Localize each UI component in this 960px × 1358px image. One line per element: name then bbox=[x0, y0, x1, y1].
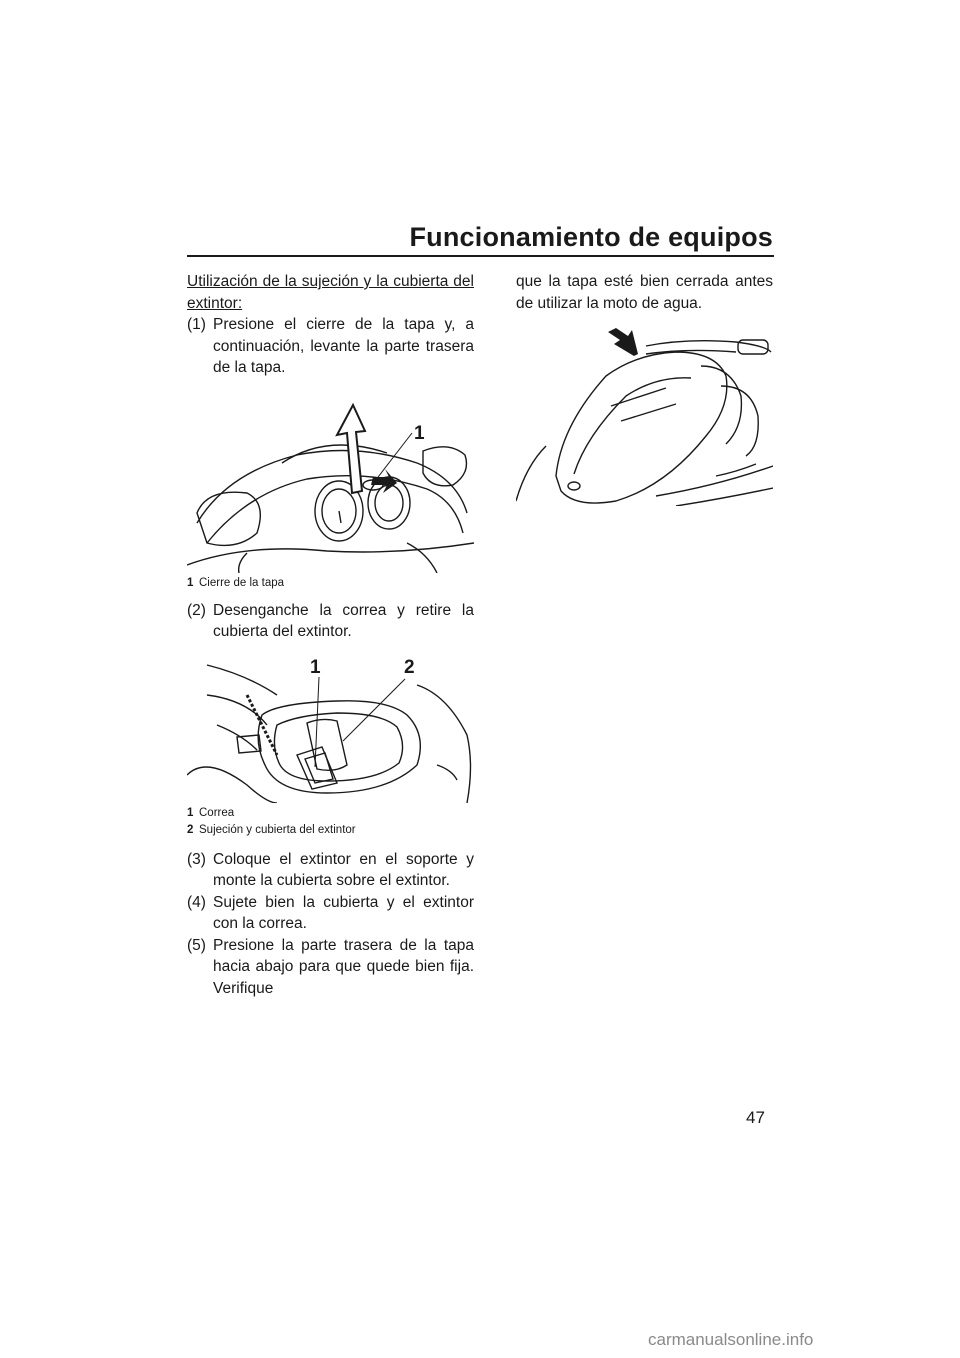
step-text: Presione la parte trasera de la tapa hacia abajo para que quede bien fija. Verifique bbox=[213, 936, 474, 997]
right-column bbox=[516, 271, 773, 506]
step-5 bbox=[187, 935, 474, 1000]
continuation-text: que la tapa esté bien cerrada antes de utilizar la moto de agua. bbox=[516, 273, 773, 312]
step-number: (1) bbox=[187, 316, 206, 333]
figure-legend bbox=[187, 805, 474, 839]
figure-legend bbox=[187, 575, 474, 592]
title-divider bbox=[187, 255, 774, 257]
legend-item: 2 Sujeción y cubierta del extintor bbox=[187, 823, 356, 836]
step-3 bbox=[187, 849, 474, 892]
step-text: Desenganche la correa y retire la cubierta del extintor. bbox=[213, 601, 474, 640]
callout-2: 2 bbox=[404, 656, 415, 678]
step-number: (2) bbox=[187, 601, 206, 619]
step-2 bbox=[187, 600, 474, 643]
step-number: (4) bbox=[187, 893, 206, 911]
figure-lid-latch bbox=[187, 393, 474, 592]
step-text: Coloque el extintor en el soporte y monte la cubierta sobre el extintor. bbox=[213, 850, 474, 889]
callout-1: 1 bbox=[414, 422, 425, 444]
illustration-lid-closed bbox=[516, 326, 773, 506]
section-heading: Utilización de la sujeción y la cubierta del extintor: bbox=[187, 273, 474, 312]
legend-item: 1 Cierre de la tapa bbox=[187, 576, 285, 589]
illustration-extinguisher bbox=[187, 655, 474, 803]
page-title: Funcionamiento de equipos bbox=[409, 222, 773, 252]
illustration-lid-latch bbox=[187, 393, 474, 573]
page-number: 47 bbox=[746, 1108, 765, 1127]
figure-extinguisher bbox=[187, 655, 474, 839]
step-1 bbox=[187, 314, 474, 379]
step-text: Presione el cierre de la tapa y, a continuación, levante la parte trasera de la tapa. bbox=[213, 316, 474, 376]
figure-lid-closed bbox=[516, 326, 773, 506]
legend-item: 1 Correa bbox=[187, 806, 235, 819]
step-number: (3) bbox=[187, 850, 206, 868]
step-4 bbox=[187, 892, 474, 935]
step-text: Sujete bien la cubierta y el extintor con la correa. bbox=[213, 893, 474, 932]
watermark: carmanualsonline.info bbox=[648, 1330, 814, 1349]
step-number: (5) bbox=[187, 936, 206, 954]
left-column bbox=[187, 271, 474, 999]
callout-1: 1 bbox=[310, 656, 321, 678]
